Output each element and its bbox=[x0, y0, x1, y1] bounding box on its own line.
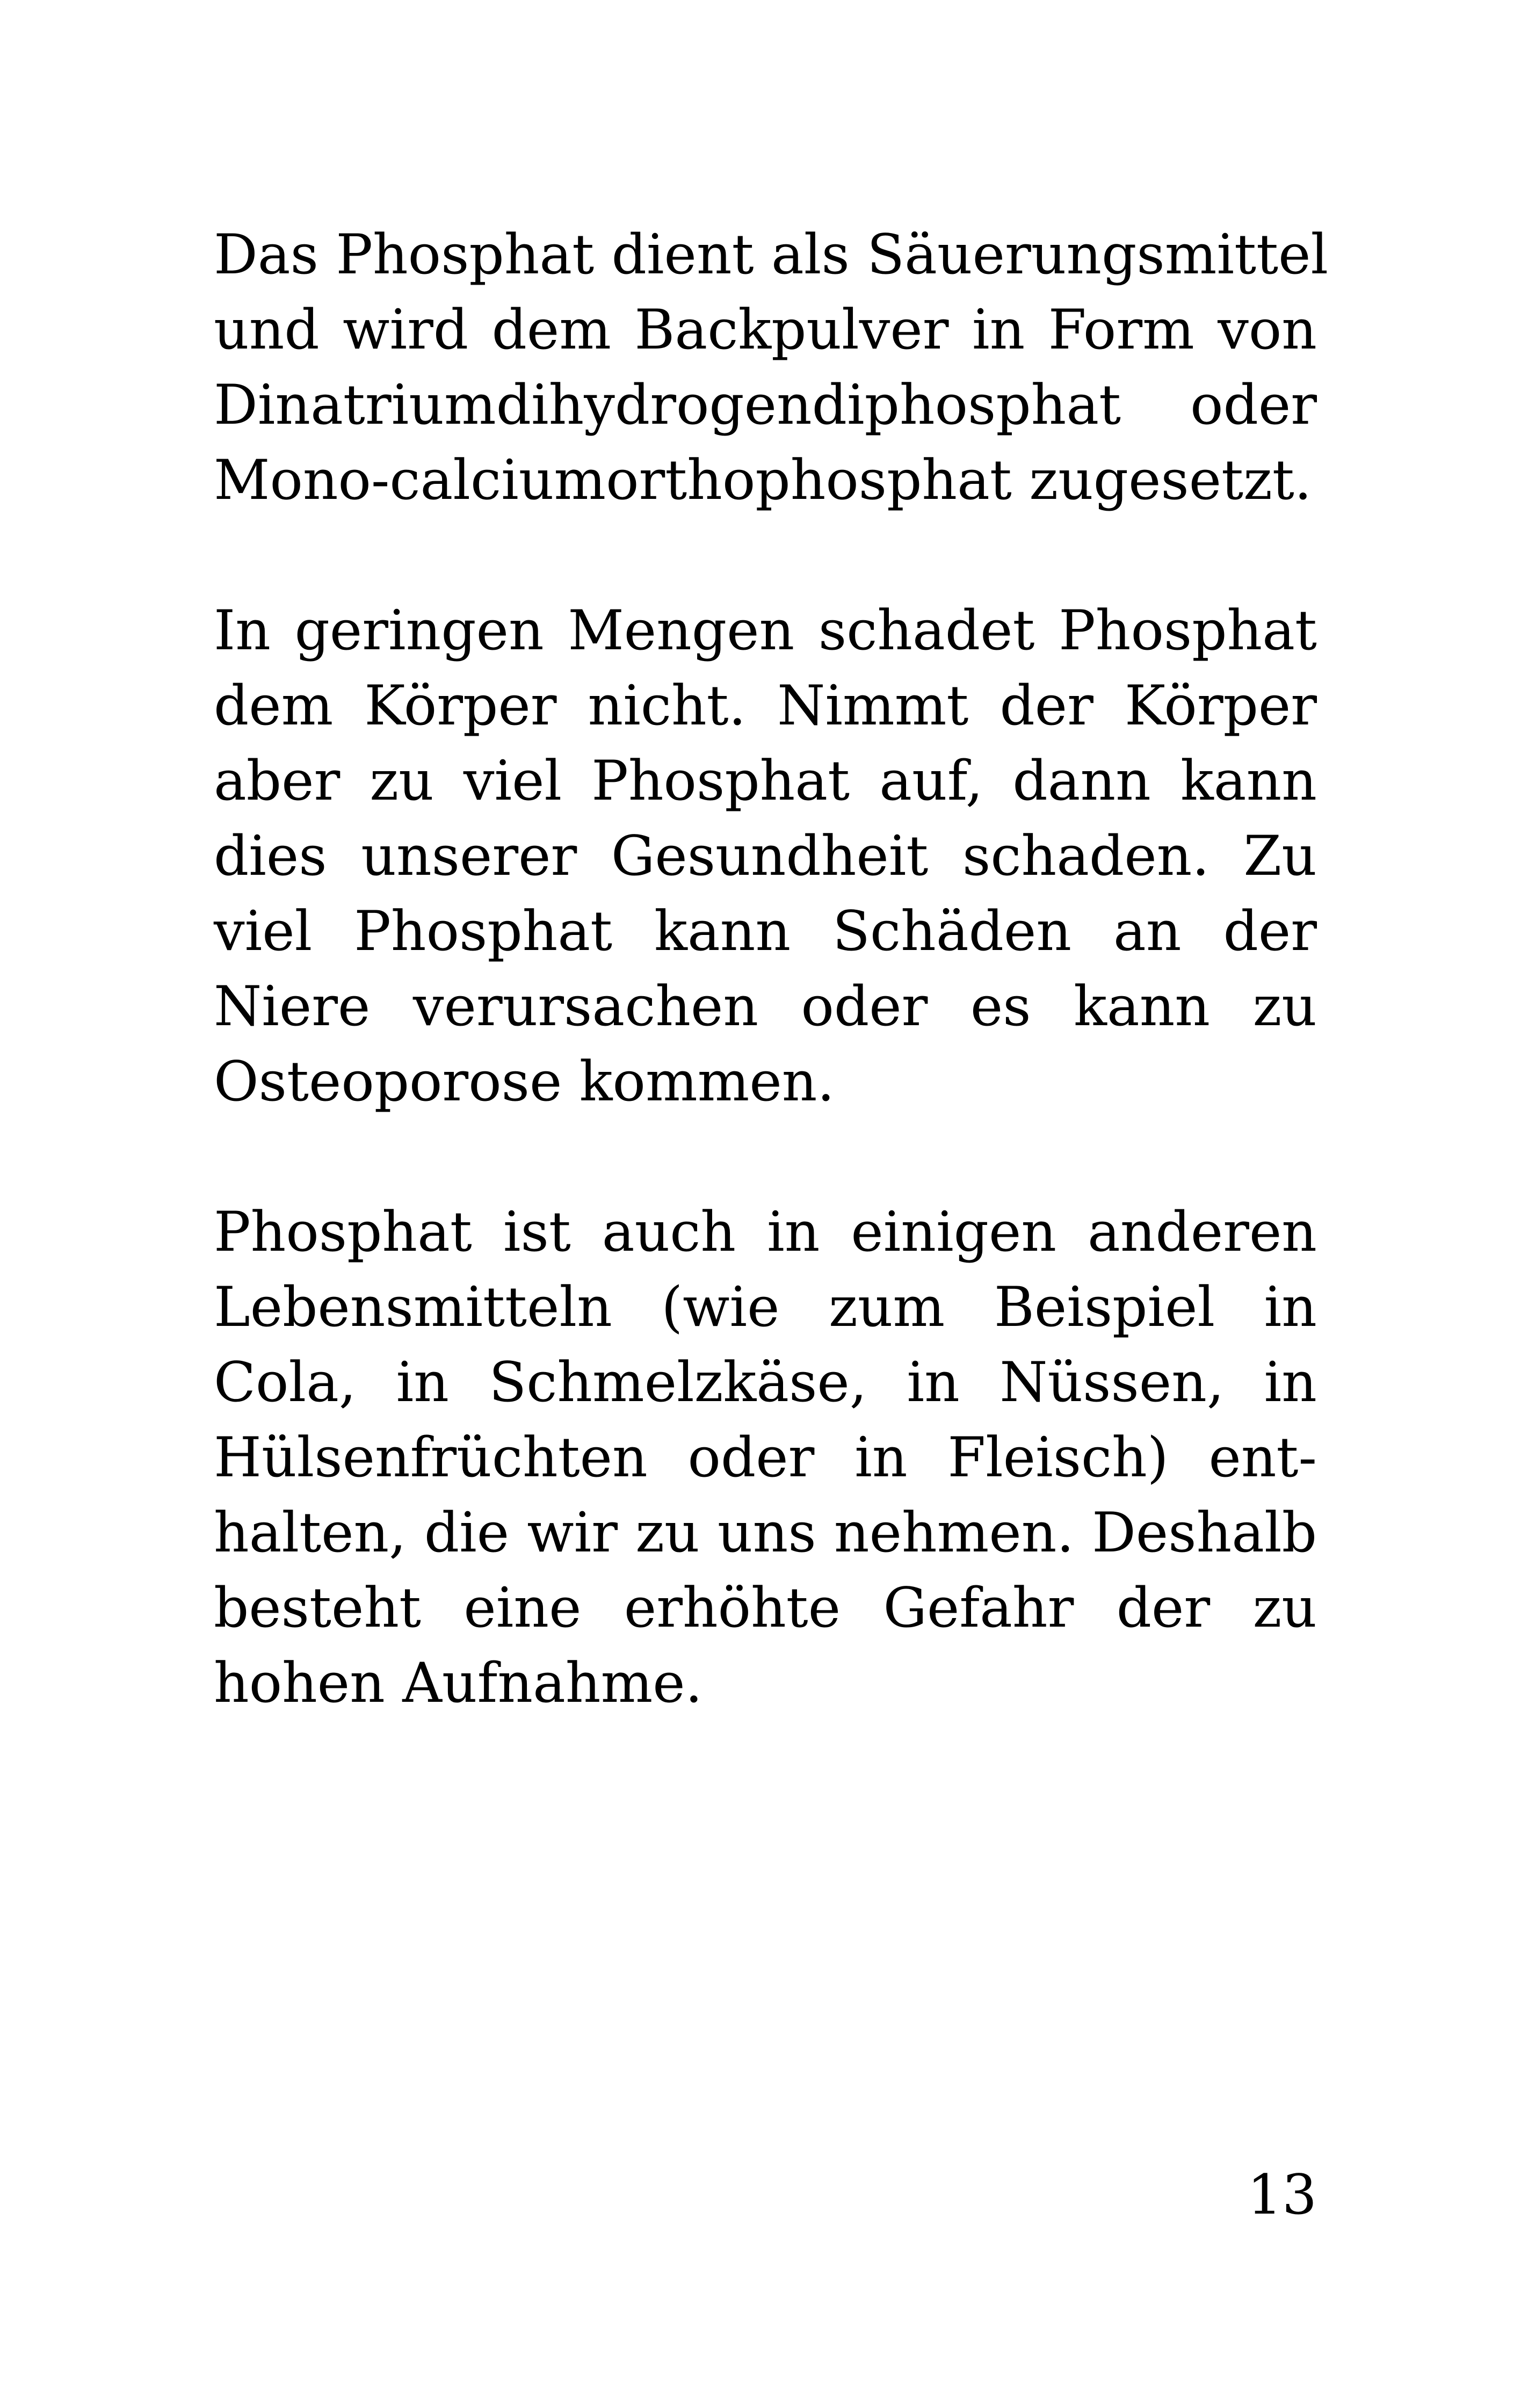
paragraph-3-line-3: Cola, in Schmelzkäse, in Nüssen, in bbox=[214, 1351, 1317, 1415]
paragraph-1-line-2: und wird dem Backpulver in Form von bbox=[214, 298, 1317, 362]
paragraph-2-line-3: aber zu viel Phosphat auf, dann kann bbox=[214, 749, 1317, 813]
paragraph-3-line-4: Hülsenfrüchten oder in Fleisch) ent- bbox=[214, 1426, 1317, 1490]
page-number: 13 bbox=[1247, 2163, 1317, 2227]
paragraph-1-line-1: Das Phosphat dient als Säuerungsmittel bbox=[214, 223, 1329, 287]
paragraph-1-line-3: Dinatriumdihydrogendiphosphat oder bbox=[214, 373, 1317, 437]
paragraph-3-line-1: Phosphat ist auch in einigen anderen bbox=[214, 1200, 1317, 1264]
paragraph-2-line-6: Niere verursachen oder es kann zu bbox=[214, 975, 1317, 1039]
paragraph-3-line-6: besteht eine erhöhte Gefahr der zu bbox=[214, 1576, 1317, 1640]
paragraph-2-line-5: viel Phosphat kann Schäden an der bbox=[214, 900, 1317, 963]
paragraph-2-line-4: dies unserer Gesundheit schaden. Zu bbox=[214, 824, 1317, 888]
paragraph-2-line-1: In geringen Mengen schadet Phosphat bbox=[214, 599, 1317, 663]
paragraph-2-line-7: Osteoporose kommen. bbox=[214, 1050, 835, 1114]
paragraph-3-line-7: hohen Aufnahme. bbox=[214, 1651, 703, 1715]
paragraph-3-line-5: halten, die wir zu uns nehmen. Deshalb bbox=[214, 1501, 1317, 1565]
paragraph-1-line-4: Mono-calciumorthophosphat zugesetzt. bbox=[214, 448, 1312, 512]
paragraph-3-line-2: Lebensmitteln (wie zum Beispiel in bbox=[214, 1275, 1317, 1339]
paragraph-2-line-2: dem Körper nicht. Nimmt der Körper bbox=[214, 674, 1317, 738]
